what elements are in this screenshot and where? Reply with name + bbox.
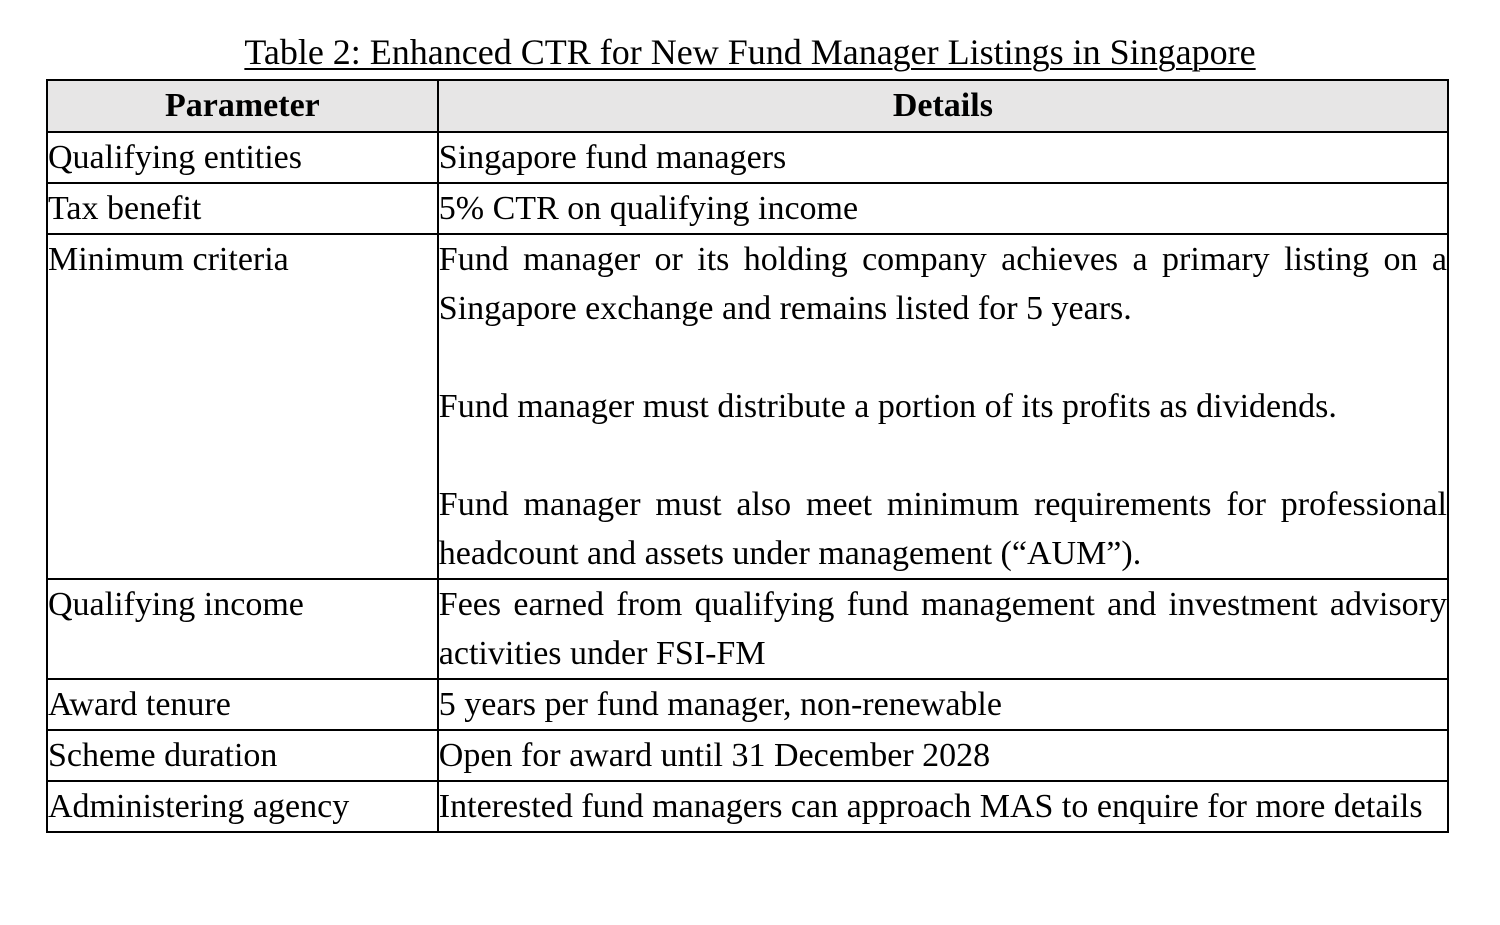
parameter-cell: Award tenure bbox=[47, 679, 438, 730]
table-row bbox=[47, 579, 1448, 679]
table-row bbox=[47, 183, 1448, 234]
table-row bbox=[47, 781, 1448, 832]
table-row bbox=[47, 730, 1448, 781]
parameter-cell: Scheme duration bbox=[47, 730, 438, 781]
enhanced-ctr-table bbox=[46, 79, 1449, 833]
column-header-parameter: Parameter bbox=[47, 80, 438, 132]
details-cell bbox=[438, 132, 1448, 183]
table-row bbox=[47, 234, 1448, 579]
parameter-cell: Administering agency bbox=[47, 781, 438, 832]
details-paragraph: Fees earned from qualifying fund management and investment advisory activities under FSI-FM bbox=[438, 586, 1447, 672]
details-paragraph: 5% CTR on qualifying income bbox=[438, 190, 859, 227]
details-cell bbox=[438, 234, 1448, 579]
parameter-cell: Qualifying entities bbox=[47, 132, 438, 183]
details-cell bbox=[438, 781, 1448, 832]
details-cell bbox=[438, 183, 1448, 234]
paragraph-spacer bbox=[439, 333, 1447, 382]
details-paragraph: Open for award until 31 December 2028 bbox=[438, 737, 991, 774]
table-row bbox=[47, 679, 1448, 730]
details-paragraph: Fund manager or its holding company achieves a primary listing on a Singapore exchange and remains listed for 5 years. bbox=[438, 241, 1447, 327]
details-paragraph: Interested fund managers can approach MAS to enquire for more details bbox=[438, 788, 1423, 825]
details-paragraph: Fund manager must also meet minimum requirements for professional headcount and assets under management (“AUM”). bbox=[438, 486, 1447, 572]
details-paragraph: 5 years per fund manager, non-renewable bbox=[438, 686, 1002, 723]
details-paragraph: Fund manager must distribute a portion of its profits as dividends. bbox=[438, 388, 1337, 425]
paragraph-spacer bbox=[439, 431, 1447, 480]
details-cell bbox=[438, 679, 1448, 730]
table-caption: Table 2: Enhanced CTR for New Fund Manager Listings in Singapore bbox=[244, 32, 1256, 72]
parameter-cell: Minimum criteria bbox=[47, 234, 438, 579]
table-header-row bbox=[47, 80, 1448, 132]
parameter-cell: Qualifying income bbox=[47, 579, 438, 679]
column-header-details: Details bbox=[438, 80, 1448, 132]
details-cell bbox=[438, 730, 1448, 781]
details-cell bbox=[438, 579, 1448, 679]
details-paragraph: Singapore fund managers bbox=[438, 139, 787, 176]
parameter-cell: Tax benefit bbox=[47, 183, 438, 234]
table-row bbox=[47, 132, 1448, 183]
